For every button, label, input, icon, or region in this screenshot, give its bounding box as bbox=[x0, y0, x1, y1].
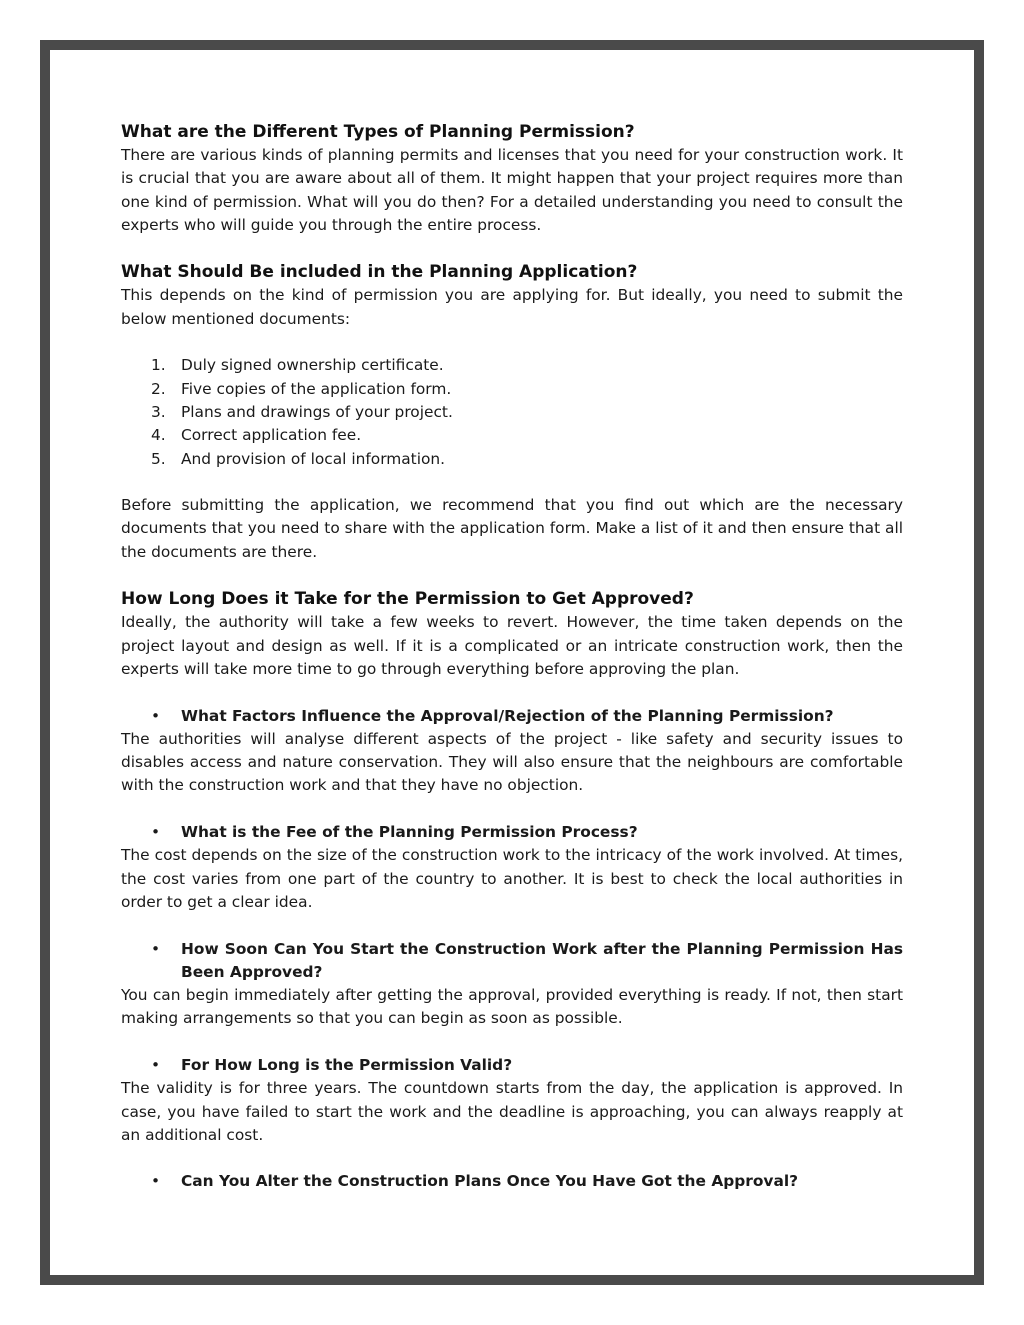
list-item bbox=[121, 354, 903, 377]
section-paragraph-application: This depends on the kind of permission you are applying for. But ideally, you need to submit the below mentioned documents: bbox=[121, 286, 903, 328]
list-number: 3. bbox=[151, 402, 166, 421]
section-paragraph-types: There are various kinds of planning permits and licenses that you need for your construction work. It is crucial that you are aware about all of them. It might happen that your project requires more than one kind of permission. What will you do then? For a detailed understanding you need to consult the experts who will guide you through the entire process. bbox=[121, 146, 903, 234]
faq-answer: The validity is for three years. The countdown starts from the day, the application is approved. In case, you have failed to start the work and the deadline is approaching, you can always reapply at an additional cost. bbox=[121, 1079, 903, 1144]
list-number: 5. bbox=[151, 449, 166, 468]
faq-answer: The cost depends on the size of the construction work to the intricacy of the work involved. At times, the cost varies from one part of the country to another. It is best to check the local authorities in order to get a clear idea. bbox=[121, 846, 903, 911]
faq-question-text: Can You Alter the Construction Plans Once You Have Got the Approval? bbox=[181, 1172, 799, 1191]
list-item-text: Correct application fee. bbox=[181, 426, 362, 445]
faq-question-text: What is the Fee of the Planning Permission Process? bbox=[181, 823, 638, 842]
faq-answer: You can begin immediately after getting the approval, provided everything is ready. If not, then start making arrangements so that you can begin as soon as possible. bbox=[121, 986, 903, 1028]
list-number: 2. bbox=[151, 379, 166, 398]
faq-answer: The authorities will analyse different aspects of the project - like safety and security issues to disables access and nature conservation. They will also ensure that the neighbours are comfortable with the construction work and that they have no objection. bbox=[121, 729, 903, 795]
faq-question bbox=[121, 705, 903, 728]
list-number: 4. bbox=[151, 426, 166, 445]
faq-question bbox=[121, 821, 903, 844]
list-item-text: And provision of local information. bbox=[181, 449, 446, 468]
list-item-text: Plans and drawings of your project. bbox=[181, 402, 453, 421]
before-submitting-paragraph: Before submitting the application, we recommend that you find out which are the necessary documents that you need to share with the application form. Make a list of it and then ensure that all the documents are there. bbox=[121, 496, 903, 561]
faq-question bbox=[121, 938, 903, 985]
section-heading-types: What are the Different Types of Planning Permission? bbox=[121, 122, 635, 142]
bullet-icon: • bbox=[151, 1172, 161, 1191]
section-paragraph-approval-time: Ideally, the authority will take a few weeks to revert. However, the time taken depends on the project layout and design as well. If it is a complicated or an intricate construction work, then the experts will take more time to go through everything before approving the plan. bbox=[121, 613, 903, 678]
documents-list bbox=[121, 354, 903, 470]
bullet-icon: • bbox=[151, 706, 161, 725]
list-item-text: Duly signed ownership certificate. bbox=[181, 356, 444, 375]
document-content bbox=[121, 120, 903, 1194]
list-item bbox=[121, 448, 903, 471]
faq-question-text: How Soon Can You Start the Construction Work after the Planning Permission Has Been Approved? bbox=[181, 939, 903, 981]
list-item bbox=[121, 424, 903, 447]
list-item-text: Five copies of the application form. bbox=[181, 379, 452, 398]
bullet-icon: • bbox=[151, 939, 161, 958]
faq-question bbox=[121, 1170, 903, 1193]
list-item bbox=[121, 401, 903, 424]
faq-question-text: For How Long is the Permission Valid? bbox=[181, 1055, 513, 1074]
faq-question bbox=[121, 1054, 903, 1077]
bullet-icon: • bbox=[151, 1055, 161, 1074]
section-heading-application: What Should Be included in the Planning Application? bbox=[121, 262, 638, 283]
list-item bbox=[121, 378, 903, 401]
list-number: 1. bbox=[151, 356, 166, 375]
bullet-icon: • bbox=[151, 823, 161, 842]
faq-question-text: What Factors Influence the Approval/Rejection of the Planning Permission? bbox=[181, 706, 834, 725]
section-heading-approval-time: How Long Does it Take for the Permission to Get Approved? bbox=[121, 589, 694, 610]
